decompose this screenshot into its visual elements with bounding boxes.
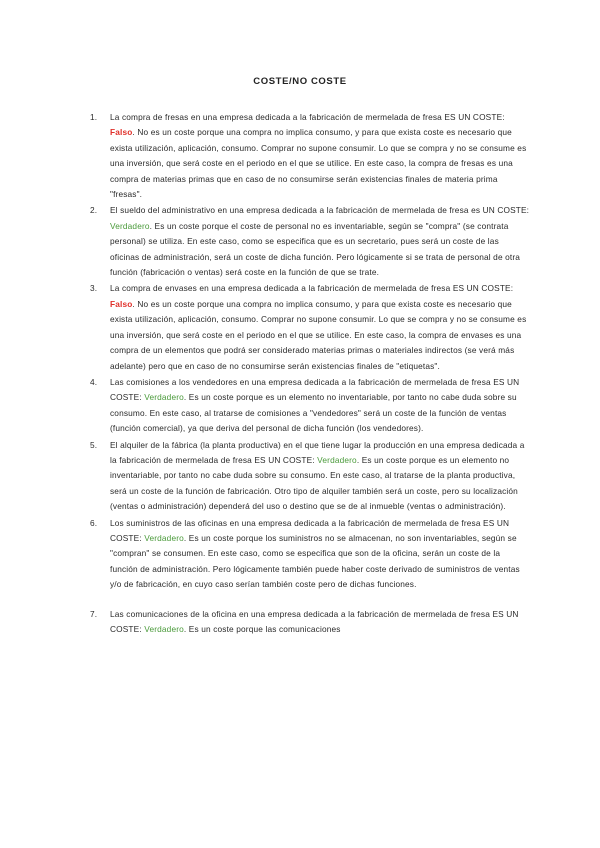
list-item (90, 516, 530, 593)
item-number: 7. (90, 608, 98, 619)
item-explanation: . No es un coste porque una compra no implica consumo, y para que exista coste es necesario que exista utilización, aplicación, consumo. Comprar no supone consumir. Lo que se compra y no se consume es una inversión, que será coste en el periodo en el que se utilice. En este caso, la compra de envases es una compra de un elementos que podrá ser considerado materias primas o materiales indirectos (se verá más adelante) pero que en caso de no consumirse serán existencias finales de "etiquetas". (110, 298, 527, 371)
item-explanation: . Es un coste porque es un elemento no inventariable, por tanto no cabe duda sobre su consumo. En este caso, al tratarse de la planta productiva, será un coste de la función de fabricación. Otro tipo de alquiler también será un coste, pero su localización (ventas o administración) dependerá del uso o destino que se de al inmueble (ventas o administración). (110, 454, 518, 512)
item-number: 3. (90, 283, 98, 294)
item-number: 1. (90, 112, 98, 122)
item-explanation: . Es un coste porque el coste de personal no es inventariable, según se "compra" (se contrata personal) se utiliza. En este caso, como se especifica que es un secretario, pues será un coste de las oficinas de administración, será un coste de dicha función. Pero lógicamente si se trata de personal de otra función (fabricación o ventas) será coste en la función de que se trate. (110, 220, 521, 278)
verdict-true: Verdadero (144, 624, 184, 634)
item-statement: El alquiler de la fábrica (la planta productiva) en el que tiene lugar la producción en una empresa dedicada a la fabricación de mermelada de fresa ES UN COSTE: (110, 439, 525, 465)
item-number: 2. (90, 205, 98, 216)
list-item (90, 607, 530, 638)
item-statement: Los suministros de las oficinas en una empresa dedicada a la fabricación de mermelada de fresa ES UN COSTE: (110, 517, 510, 543)
list-item (90, 110, 530, 202)
document-title: COSTE/NO COSTE (253, 76, 347, 87)
item-number: 6. (90, 517, 98, 528)
item-explanation: . Es un coste porque las comunicaciones (183, 624, 341, 634)
item-statement: El sueldo del administrativo en una empresa dedicada a la fabricación de mermelada de fresa es UN COSTE: (110, 205, 530, 216)
list-item (90, 375, 530, 437)
list-item (90, 203, 530, 280)
verdict-true: Verdadero (317, 454, 357, 465)
verdict-false: Falso (110, 127, 133, 138)
item-explanation: . Es un coste porque es un elemento no inventariable, por tanto no cabe duda sobre su consumo. En este caso, al tratarse de comisiones a "vendedores" será un coste de la función de ventas (función comercial), ya que deriva del personal de dicha función (los vendedores). (110, 392, 517, 434)
verdict-true: Verdadero (144, 392, 184, 403)
verdict-false: Falso (110, 298, 133, 309)
item-number: 5. (90, 439, 98, 450)
verdict-true: Verdadero (110, 220, 150, 231)
item-statement: Las comunicaciones de la oficina en una empresa dedicada a la fabricación de mermelada de fresa ES UN COSTE: (110, 608, 519, 634)
item-explanation: . Es un coste porque los suministros no se almacenan, no son inventariables, según se "compran" se consumen. En este caso, como se especifica que son de la oficina, serán un coste de la función de administración. Pero lógicamente también puede haber coste derivado de suministros de ventas y/o de fabricación, en cuyo caso serían también coste pero de dichas funciones. (110, 532, 520, 590)
item-statement: La compra de envases en una empresa dedicada a la fabricación de mermelada de fresa ES UN COSTE: (110, 283, 514, 294)
verdict-true: Verdadero (144, 532, 184, 543)
item-statement: Las comisiones a los vendedores en una empresa dedicada a la fabricación de mermelada de fresa ES UN COSTE: (110, 376, 520, 403)
item-statement: La compra de fresas en una empresa dedicada a la fabricación de mermelada de fresa ES UN COSTE: (110, 112, 505, 122)
list-item (90, 438, 530, 515)
item-number: 4. (90, 376, 98, 387)
question-list (90, 110, 530, 638)
list-item (90, 281, 530, 373)
item-explanation: . No es un coste porque una compra no implica consumo, y para que exista coste es necesario que exista utilización, aplicación, consumo. Comprar no supone consumir. Lo que se compra y no se consume es una inversión, que será coste en el periodo en el que se utilice. En este caso, la compra de fresas es una compra de materias primas que en caso de no consumirse serán existencias finales de materia prima "fresas". (110, 127, 527, 200)
